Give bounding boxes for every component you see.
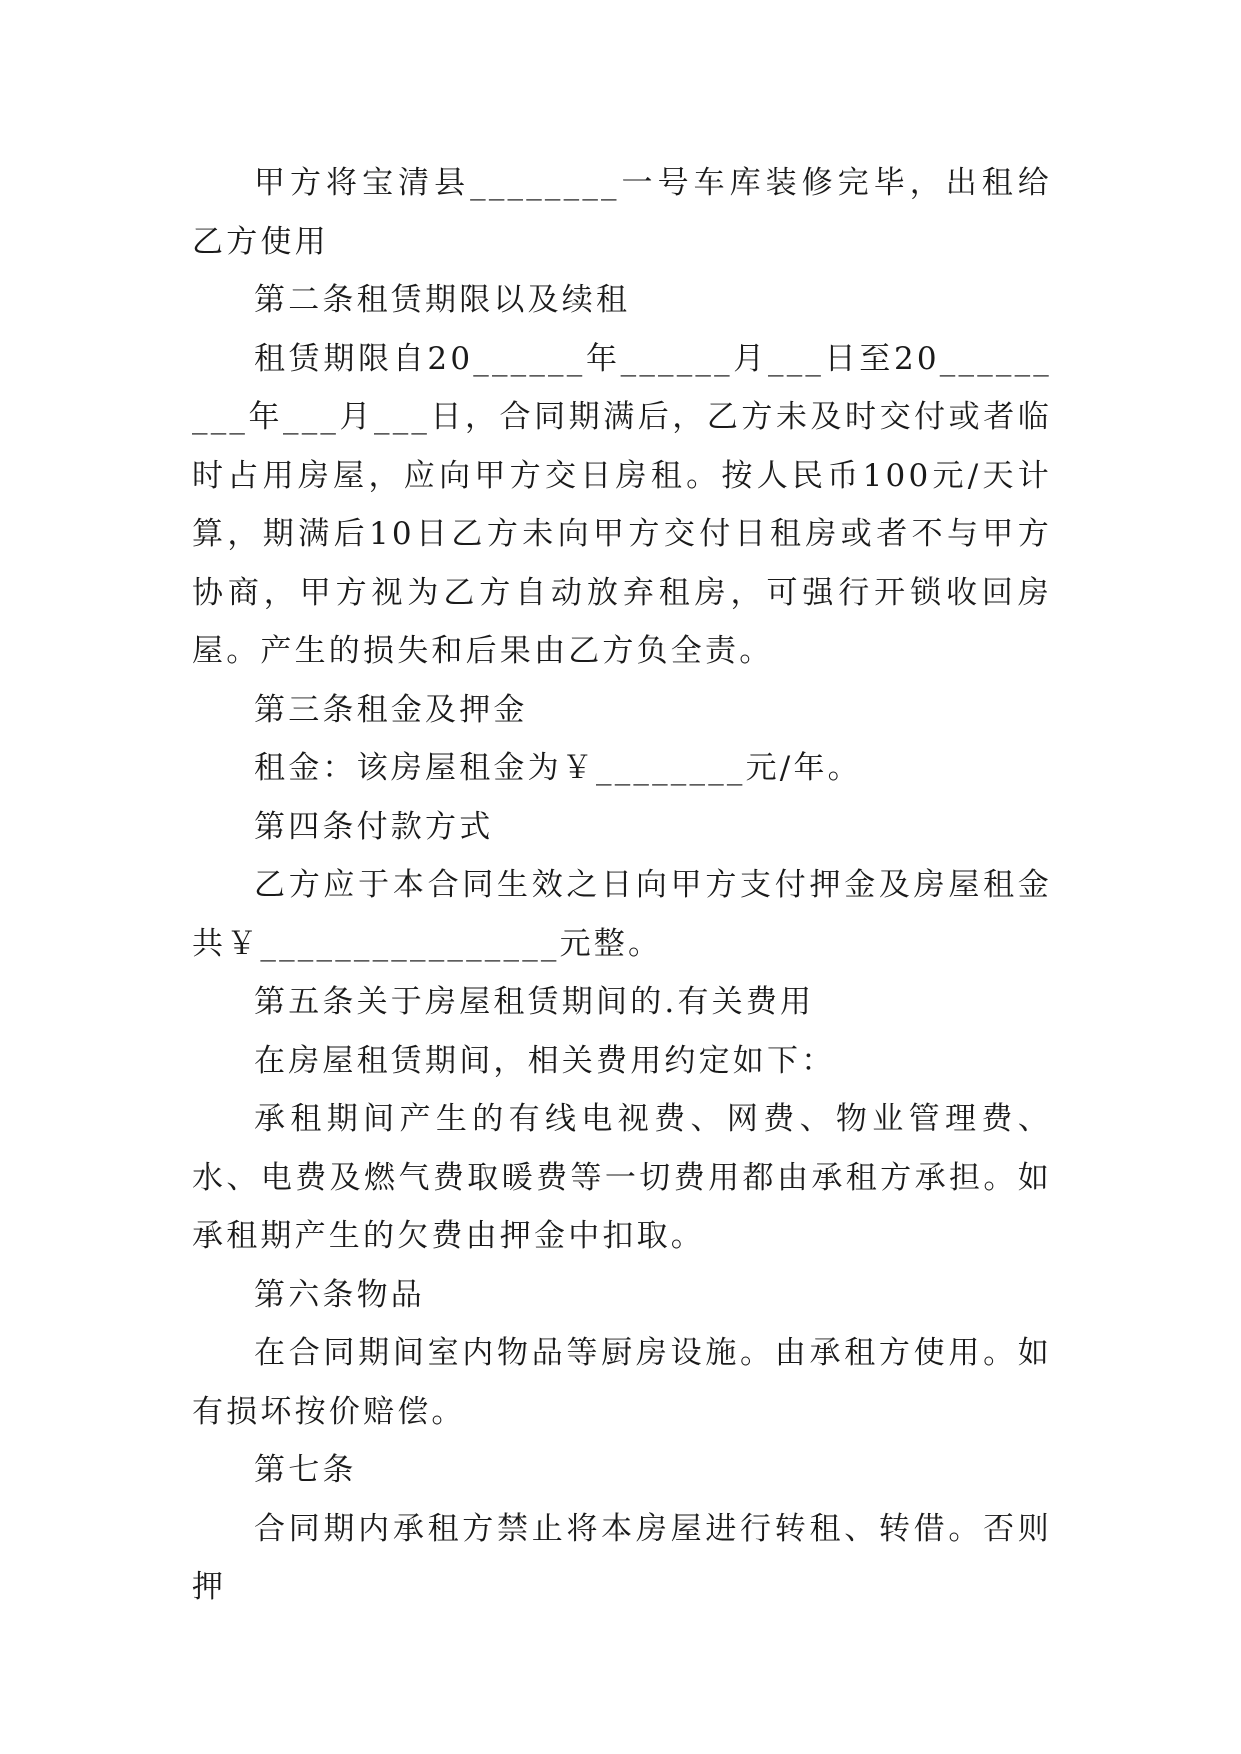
clause-3-heading: 第三条租金及押金 (254, 691, 528, 728)
paragraph-lease-term: 租赁期限自20______年______月___日至20_________年___月___日，合同期满后，乙方未及时交付或者临时占用房屋，应向甲方交日房租。按人民币100元/天计算，期满后10日乙方未向甲方交付日租房或者不与甲方协商，甲方视为乙方自动放弃租房，可强行开锁收回房屋。产生的损失和后果由乙方负全责。 (192, 340, 1052, 669)
paragraph-fees-detail: 承租期间产生的有线电视费、网费、物业管理费、水、电费及燃气费取暖费等一切费用都由承租方承担。如承租期产生的欠费由押金中扣取。 (192, 1101, 1052, 1254)
paragraph-fees-intro: 在房屋租赁期间，相关费用约定如下： (254, 1042, 836, 1079)
clause-2-heading: 第二条租赁期限以及续租 (254, 282, 631, 318)
clause-4-heading: 第四条付款方式 (254, 808, 494, 845)
paragraph-garage-lease: 甲方将宝清县________一号车库装修完毕，出租给乙方使用 (192, 165, 1052, 260)
paragraph-rent-amount: 租金：该房屋租金为￥________元/年。 (254, 750, 862, 786)
clause-5-heading: 第五条关于房屋租赁期间的.有关费用 (254, 984, 815, 1020)
clause-6-heading: 第六条物品 (254, 1276, 425, 1313)
paragraph-items: 在合同期间室内物品等厨房设施。由承租方使用。如有损坏按价赔偿。 (192, 1335, 1052, 1430)
clause-7-heading: 第七条 (254, 1452, 357, 1488)
paragraph-payment: 乙方应于本合同生效之日向甲方支付押金及房屋租金共￥________________元整。 (192, 867, 1052, 962)
document-body (192, 154, 1052, 1617)
paragraph-sublease: 合同期内承租方禁止将本房屋进行转租、转借。否则押 (192, 1510, 1052, 1605)
